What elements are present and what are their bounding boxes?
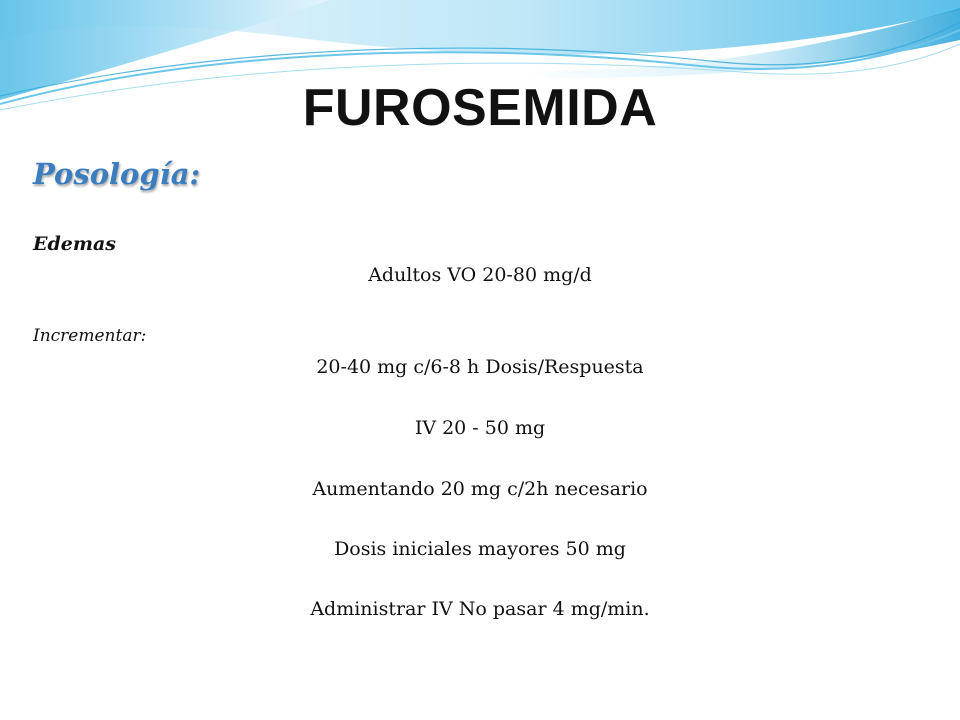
dose-line: 20-40 mg c/6-8 h Dosis/Respuesta [316, 356, 644, 378]
dose-line: IV 20 - 50 mg [414, 417, 546, 439]
dose-line: Aumentando 20 mg c/2h necesario [312, 478, 648, 500]
adult-dose-text: Adultos VO 20-80 mg/d [368, 264, 592, 286]
dose-line: Dosis iniciales mayores 50 mg [334, 538, 626, 560]
increment-label: Incrementar: [33, 326, 147, 346]
section-heading-posologia: Posología: [33, 157, 201, 191]
slide-title: FUROSEMIDA [302, 79, 658, 137]
edemas-label: Edemas [33, 233, 116, 255]
dose-line: Administrar IV No pasar 4 mg/min. [310, 598, 650, 620]
